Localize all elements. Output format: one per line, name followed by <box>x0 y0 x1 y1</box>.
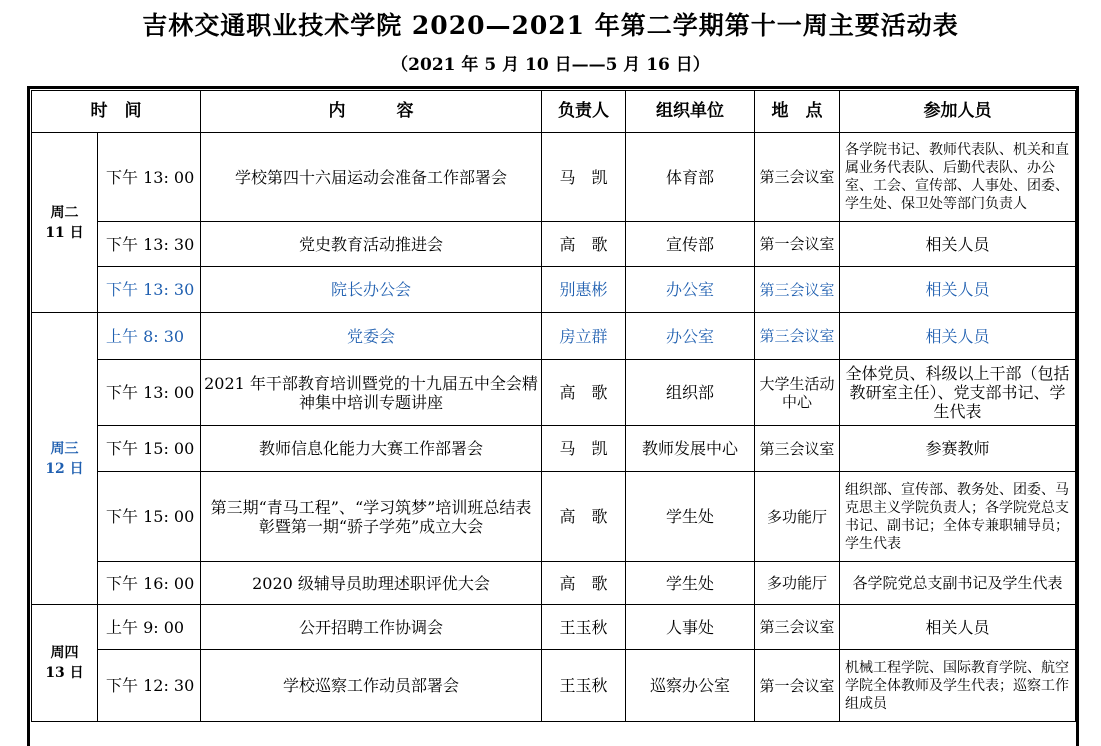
org-cell: 巡察办公室 <box>626 650 755 722</box>
owner-cell: 王玉秋 <box>542 650 626 722</box>
table-row <box>32 650 1076 722</box>
org-cell: 组织部 <box>626 360 755 426</box>
place-cell: 多功能厅 <box>755 562 840 605</box>
place-cell: 大学生活动中心 <box>755 360 840 426</box>
content-cell: 学校第四十六届运动会准备工作部署会 <box>201 133 542 222</box>
owner-cell: 高 歌 <box>542 222 626 267</box>
day-weekday: 周三 <box>50 440 79 457</box>
day-weekday: 周二 <box>50 204 79 221</box>
table-row <box>32 133 1076 222</box>
place-cell: 第一会议室 <box>755 650 840 722</box>
owner-cell: 高 歌 <box>542 472 626 562</box>
table-row <box>32 267 1076 313</box>
day-date: 11 日 <box>45 224 84 241</box>
day-cell <box>32 313 98 605</box>
org-cell: 学生处 <box>626 562 755 605</box>
time-cell: 下午 13: 00 <box>98 360 201 426</box>
participants-cell: 全体党员、科级以上干部（包括教研室主任）、党支部书记、学生代表 <box>840 360 1076 426</box>
date-range: （2021 年 5 月 10 日——5 月 16 日） <box>391 55 710 75</box>
participants-cell: 各学院书记、教师代表队、机关和直属业务代表队、后勤代表队、办公室、工会、宣传部、人事处、团委、学生处、保卫处等部门负责人 <box>840 133 1076 222</box>
org-cell: 教师发展中心 <box>626 426 755 472</box>
participants-cell: 组织部、宣传部、教务处、团委、马克思主义学院负责人；各学院党总支书记、副书记；全体专兼职辅导员；学生代表 <box>840 472 1076 562</box>
header-owner: 负责人 <box>542 91 626 133</box>
time-cell: 下午 15: 00 <box>98 426 201 472</box>
org-cell: 宣传部 <box>626 222 755 267</box>
place-cell: 第三会议室 <box>755 133 840 222</box>
org-cell: 办公室 <box>626 313 755 360</box>
day-cell <box>32 133 98 313</box>
org-cell: 人事处 <box>626 605 755 650</box>
owner-cell: 王玉秋 <box>542 605 626 650</box>
participants-cell: 相关人员 <box>840 313 1076 360</box>
participants-cell: 参赛教师 <box>840 426 1076 472</box>
content-cell: 2021 年干部教育培训暨党的十九届五中全会精神集中培训专题讲座 <box>201 360 542 426</box>
owner-cell: 别惠彬 <box>542 267 626 313</box>
place-cell: 第三会议室 <box>755 267 840 313</box>
place-cell: 多功能厅 <box>755 472 840 562</box>
header-participants: 参加人员 <box>840 91 1076 133</box>
content-cell: 2020 级辅导员助理述职评优大会 <box>201 562 542 605</box>
table-row <box>32 605 1076 650</box>
time-cell: 下午 12: 30 <box>98 650 201 722</box>
owner-cell: 马 凯 <box>542 426 626 472</box>
org-cell: 体育部 <box>626 133 755 222</box>
place-cell: 第三会议室 <box>755 313 840 360</box>
owner-cell: 高 歌 <box>542 562 626 605</box>
table-row <box>32 562 1076 605</box>
schedule-table <box>31 90 1076 722</box>
day-cell <box>32 605 98 722</box>
header-time: 时 间 <box>32 91 201 133</box>
participants-cell: 机械工程学院、国际教育学院、航空学院全体教师及学生代表；巡察工作组成员 <box>840 650 1076 722</box>
place-cell: 第三会议室 <box>755 426 840 472</box>
day-date: 12 日 <box>45 460 84 477</box>
header-content: 内 容 <box>201 91 542 133</box>
header-row <box>32 91 1076 133</box>
table-row <box>32 313 1076 360</box>
participants-cell: 相关人员 <box>840 605 1076 650</box>
content-cell: 教师信息化能力大赛工作部署会 <box>201 426 542 472</box>
participants-cell: 相关人员 <box>840 267 1076 313</box>
time-cell: 下午 13: 30 <box>98 267 201 313</box>
table-row <box>32 472 1076 562</box>
table-row <box>32 426 1076 472</box>
day-date: 13 日 <box>45 665 84 681</box>
owner-cell: 房立群 <box>542 313 626 360</box>
content-cell: 党史教育活动推进会 <box>201 222 542 267</box>
content-cell: 公开招聘工作协调会 <box>201 605 542 650</box>
time-cell: 上午 8: 30 <box>98 313 201 360</box>
owner-cell: 高 歌 <box>542 360 626 426</box>
owner-cell: 马 凯 <box>542 133 626 222</box>
content-cell: 院长办公会 <box>201 267 542 313</box>
page-title: 吉林交通职业技术学院 2020—2021 年第二学期第十一周主要活动表 <box>142 11 959 40</box>
header-place: 地 点 <box>755 91 840 133</box>
table-row <box>32 360 1076 426</box>
content-cell: 第三期“青马工程”、“学习筑梦”培训班总结表彰暨第一期“骄子学苑”成立大会 <box>201 472 542 562</box>
participants-cell: 各学院党总支副书记及学生代表 <box>840 562 1076 605</box>
day-weekday: 周四 <box>50 645 79 661</box>
content-cell: 学校巡察工作动员部署会 <box>201 650 542 722</box>
org-cell: 办公室 <box>626 267 755 313</box>
org-cell: 学生处 <box>626 472 755 562</box>
time-cell: 下午 16: 00 <box>98 562 201 605</box>
time-cell: 下午 13: 30 <box>98 222 201 267</box>
place-cell: 第三会议室 <box>755 605 840 650</box>
place-cell: 第一会议室 <box>755 222 840 267</box>
time-cell: 下午 15: 00 <box>98 472 201 562</box>
table-row <box>32 222 1076 267</box>
time-cell: 下午 13: 00 <box>98 133 201 222</box>
header-org: 组织单位 <box>626 91 755 133</box>
content-cell: 党委会 <box>201 313 542 360</box>
participants-cell: 相关人员 <box>840 222 1076 267</box>
time-cell: 上午 9: 00 <box>98 605 201 650</box>
